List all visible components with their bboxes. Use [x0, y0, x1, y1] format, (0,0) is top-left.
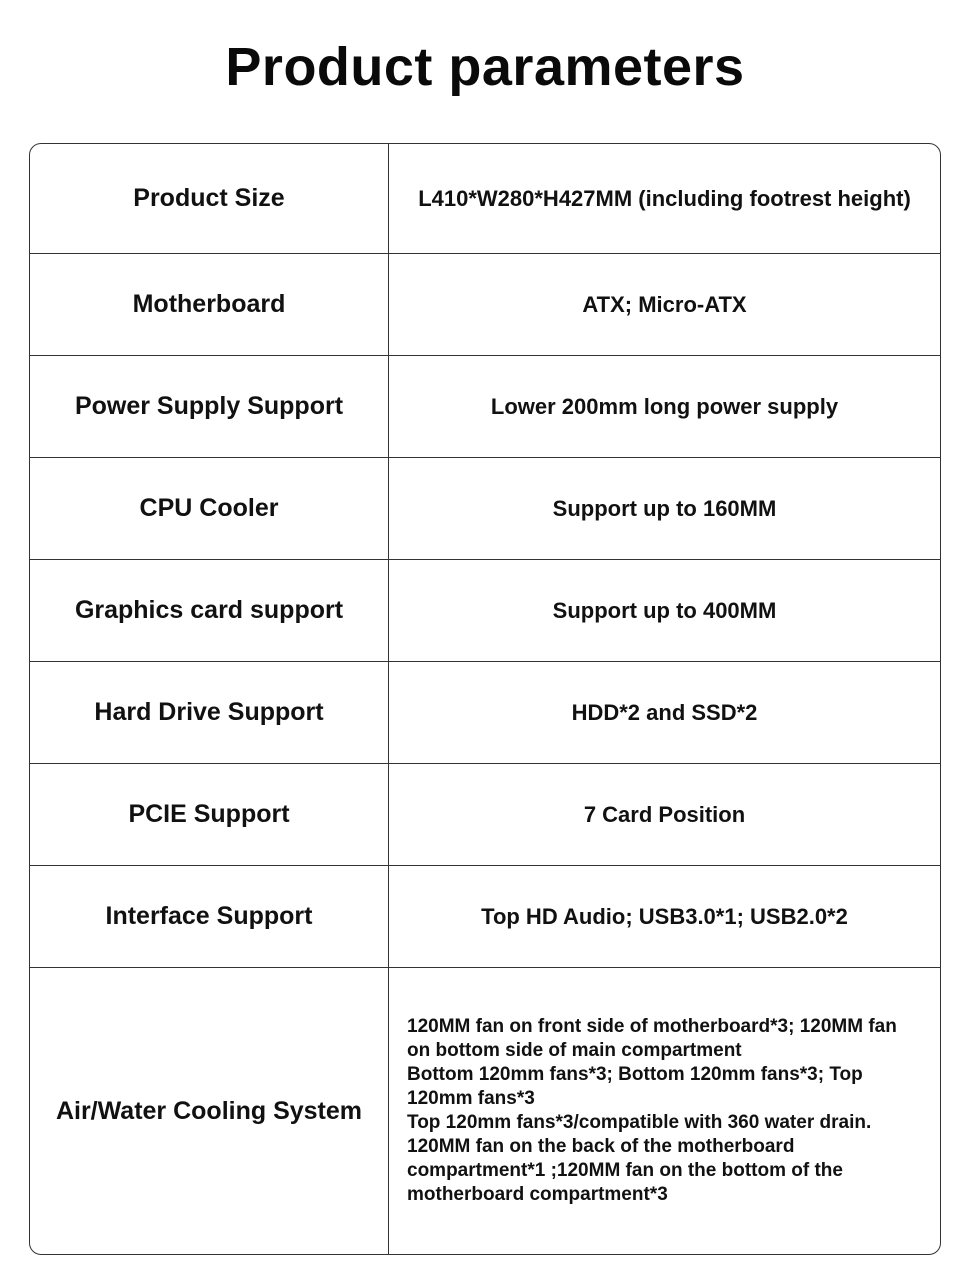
row-value-product-size: L410*W280*H427MM (including footrest height): [389, 144, 940, 254]
row-key-power-supply: Power Supply Support: [30, 356, 389, 458]
row-value-cpu-cooler: Support up to 160MM: [389, 458, 940, 560]
page-title: Product parameters: [225, 37, 745, 97]
row-key-product-size: Product Size: [30, 144, 389, 254]
cooling-line: 120MM fan on the back of the motherboard compartment*1 ;120MM fan on the bottom of the motherboard compartment*3: [407, 1136, 843, 1205]
row-key-cooling-system: Air/Water Cooling System: [30, 968, 389, 1254]
row-value-graphics-card: Support up to 400MM: [389, 560, 940, 662]
row-key-pcie: PCIE Support: [30, 764, 389, 866]
cooling-line: 120MM fan on front side of motherboard*3; 120MM fan on bottom side of main compartment: [407, 1016, 897, 1061]
row-value-interface: Top HD Audio; USB3.0*1; USB2.0*2: [389, 866, 940, 968]
row-value-motherboard: ATX; Micro-ATX: [389, 254, 940, 356]
spec-table: [29, 143, 941, 1255]
row-key-graphics-card: Graphics card support: [30, 560, 389, 662]
row-value-cooling-system: [389, 968, 940, 1254]
row-value-hard-drive: HDD*2 and SSD*2: [389, 662, 940, 764]
row-key-hard-drive: Hard Drive Support: [30, 662, 389, 764]
row-key-interface: Interface Support: [30, 866, 389, 968]
cooling-line: Top 120mm fans*3/compatible with 360 water drain.: [407, 1112, 872, 1133]
row-key-motherboard: Motherboard: [30, 254, 389, 356]
row-value-pcie: 7 Card Position: [389, 764, 940, 866]
row-value-power-supply: Lower 200mm long power supply: [389, 356, 940, 458]
cooling-line: Bottom 120mm fans*3; Bottom 120mm fans*3; Top 120mm fans*3: [407, 1064, 863, 1109]
row-key-cpu-cooler: CPU Cooler: [30, 458, 389, 560]
